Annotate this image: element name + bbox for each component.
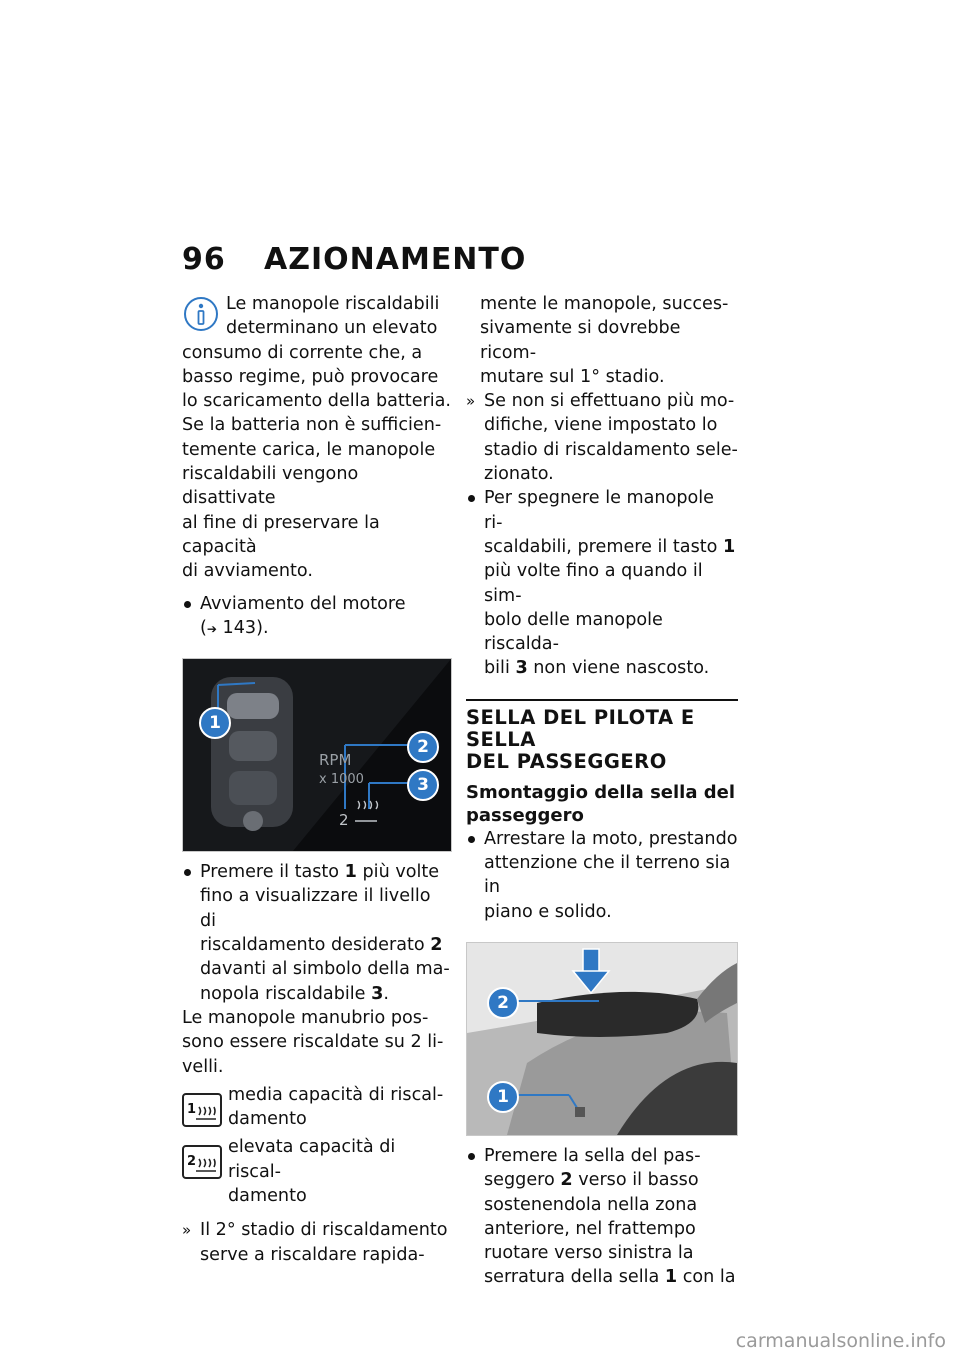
callout-2: 2: [407, 731, 439, 763]
bullet-start-engine: [182, 592, 452, 642]
bullet-line: piano e solido.: [484, 901, 612, 922]
cont-line: sivamente si dovrebbe ricom-: [480, 318, 681, 363]
info-icon: [182, 295, 220, 335]
cont-line: mutare sul 1° stadio.: [480, 366, 665, 387]
bullet-line: davanti al simbolo della ma-: [200, 959, 450, 980]
cont-line: mente le manopole, succes-: [480, 294, 729, 314]
level-digit: 1: [187, 1101, 197, 1117]
bullet-line: anteriore, nel frattempo: [484, 1218, 696, 1239]
text: non viene nascosto.: [527, 658, 710, 679]
ref-number: 1: [344, 862, 357, 883]
bullet-line: [484, 535, 738, 559]
level-desc-line: damento: [228, 1109, 307, 1130]
heading-line: Smontaggio della sella del: [466, 781, 736, 803]
para-line: Le manopole manubrio pos-: [182, 1007, 429, 1028]
result-line: difiche, viene impostato lo: [484, 415, 718, 436]
levels-paragraph: [182, 1006, 452, 1079]
rpm-label: RPM: [319, 751, 352, 770]
chapter-title: AZIONAMENTO: [264, 242, 527, 277]
level-desc-line: media capacità di riscal-: [228, 1084, 444, 1105]
para-line: velli.: [182, 1056, 224, 1077]
result-line: stadio di riscaldamento sele-: [484, 439, 738, 460]
bullet-line: [484, 1265, 738, 1289]
ref-number: 1: [664, 1267, 678, 1288]
note-line: temente carica, le manopole: [182, 439, 436, 460]
bullet-line: fino a visualizzare il livello di: [200, 886, 431, 931]
heading-line: passeggero: [466, 804, 584, 826]
bullet-line: bolo delle manopole riscalda-: [484, 609, 663, 655]
level-desc-line: damento: [228, 1186, 307, 1207]
result-line: Il 2° stadio di riscaldamento: [200, 1220, 448, 1241]
note-line: consumo di corrente che, a: [182, 342, 423, 363]
heading-line: SELLA DEL PILOTA E SELLA: [466, 705, 695, 751]
note-line: di avviamento.: [182, 561, 313, 582]
bullet-line: Avviamento del motore: [200, 593, 406, 614]
section-heading: [466, 699, 738, 773]
passenger-seat-figure: [466, 942, 738, 1136]
result-no-changes: [466, 389, 738, 486]
text: più volte: [356, 862, 440, 883]
bullet-stop-bike: [466, 827, 738, 924]
level-1-row: [182, 1083, 452, 1132]
right-column: [466, 292, 738, 1290]
result-mark: »: [466, 392, 476, 411]
text: .: [383, 983, 389, 1004]
bullet-press-button: [182, 860, 452, 1006]
bullet-line: più volte fino a quando il sim-: [484, 561, 703, 606]
heading-line: DEL PASSEGGERO: [466, 749, 667, 773]
note-text: [182, 292, 452, 584]
heated-grips-switch-figure: [182, 658, 452, 852]
sub-heading: [466, 781, 738, 827]
ref-number: 3: [515, 658, 528, 679]
bullet-line: Arrestare la moto, prestando: [484, 828, 738, 849]
page-header: [182, 242, 526, 277]
result-line: serve a riscaldare rapida-: [200, 1244, 425, 1265]
level-desc-line: elevata capacità di riscal-: [228, 1137, 396, 1182]
display-level: 2: [339, 811, 349, 830]
page-reference[interactable]: [200, 616, 452, 641]
result-mark: »: [182, 1221, 192, 1240]
level-2-row: [182, 1135, 452, 1208]
callout-1: 1: [487, 1081, 519, 1113]
bullet-line: ruotare verso sinistra la: [484, 1243, 694, 1264]
bullet-line: attenzione che il terreno sia in: [484, 853, 731, 898]
level-digit: 2: [187, 1154, 197, 1170]
text: serratura della sella: [484, 1267, 665, 1288]
bullet-line: [484, 656, 738, 680]
note-line: Le manopole riscaldabili: [226, 294, 440, 314]
bullet-line: [484, 1168, 738, 1192]
heated-grip-level-1-icon: [182, 1093, 222, 1127]
note-line: basso regime, può provocare: [182, 366, 439, 387]
note-line: determinano un elevato: [226, 318, 438, 339]
callout-1: 1: [199, 707, 231, 739]
note-line: Se la batteria non è sufficien-: [182, 415, 442, 436]
ref-number: 3: [371, 983, 384, 1004]
bullet-line: [200, 982, 452, 1006]
bullet-line: [200, 860, 452, 884]
left-column: [182, 292, 452, 1267]
para-line: sono essere riscaldate su 2 li-: [182, 1032, 444, 1053]
note-line: riscaldabili vengono disattivate: [182, 464, 359, 509]
ref-number: 2: [560, 1170, 573, 1191]
text: verso il basso: [572, 1170, 699, 1191]
callout-3: 3: [407, 769, 439, 801]
note-line: al fine di preservare la capacità: [182, 512, 380, 557]
result-line: Se non si effettuano più mo-: [484, 391, 735, 412]
result-stage-2: [182, 1218, 452, 1267]
text: Premere il tasto: [200, 862, 345, 883]
bullet-line: sostenendola nella zona: [484, 1194, 698, 1215]
text: seggero: [484, 1170, 561, 1191]
reference-page: 143).: [222, 617, 269, 638]
text: bili: [484, 658, 516, 679]
arrow-right-icon: ➔: [206, 621, 217, 636]
text: nopola riscaldabile: [200, 983, 372, 1004]
text: riscaldamento desiderato: [200, 935, 431, 956]
text: con la: [677, 1267, 736, 1288]
callout-2: 2: [487, 987, 519, 1019]
bullet-press-seat: [466, 1144, 738, 1290]
bullet-line: Per spegnere le manopole ri-: [484, 488, 714, 533]
note-line: lo scaricamento della batteria.: [182, 391, 452, 412]
heated-grip-level-2-icon: [182, 1145, 222, 1179]
ref-number: 1: [723, 536, 736, 557]
bullet-switch-off: [466, 486, 738, 680]
page-number: 96: [182, 242, 226, 277]
heat-waves-icon: [195, 1153, 217, 1173]
continued-text: [466, 292, 738, 389]
info-note: [182, 292, 452, 584]
bullet-line: [200, 933, 452, 957]
heat-waves-icon: [195, 1101, 217, 1121]
result-line: zionato.: [484, 464, 554, 485]
rpm-scale: x 1000: [319, 772, 364, 788]
bullet-line: Premere la sella del pas-: [484, 1145, 701, 1166]
paren: (: [200, 617, 207, 638]
watermark[interactable]: carmanualsonline.info: [735, 1330, 946, 1352]
text: scaldabili, premere il tasto: [484, 536, 724, 557]
ref-number: 2: [430, 935, 443, 956]
